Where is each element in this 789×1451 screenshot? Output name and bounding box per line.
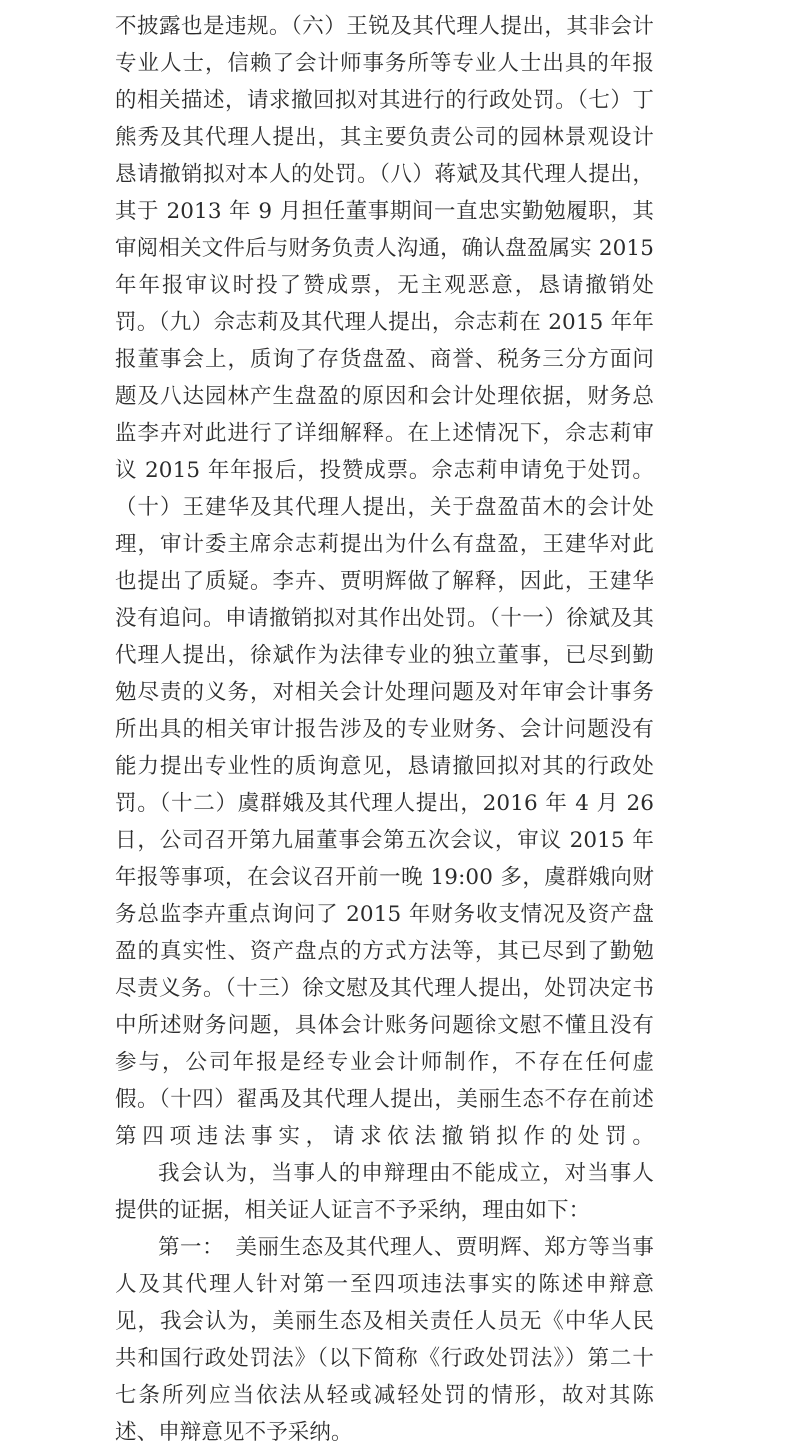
paragraph-defense-statements: 不披露也是违规。（六）王锐及其代理人提出，其非会计专业人士，信赖了会计师事务所等专业人士出具的年报的相关描述，请求撤回拟对其进行的行政处罚。（七）丁熊秀及其代理人提出，其主要负责公司的园林景观设计恳请撤销拟对本人的处罚。（八）蒋斌及其代理人提出，其于 2013 年 9 月担任董事期间一直忠实勤勉履职，其审阅相关文件后与财务负责人沟通，确认盘盈属实 2015 年年报审议时投了赞成票，无主观恶意，恳请撤销处罚。（九）佘志莉及其代理人提出，佘志莉在 2015 年年报董事会上，质询了存货盘盈、商誉、税务三分方面问题及八达园林产生盘盈的原因和会计处理依据，财务总监李卉对此进行了详细解释。在上述情况下，佘志莉审议 2015 年年报后，投赞成票。佘志莉申请免于处罚。（十）王建华及其代理人提出，关于盘盈苗木的会计处理，审计委主席佘志莉提出为什么有盘盈，王建华对此也提出了质疑。李卉、贾明辉做了解释，因此，王建华没有追问。申请撤销拟对其作出处罚。（十一）徐斌及其代理人提出，徐斌作为法律专业的独立董事，已尽到勤勉尽责的义务，对相关会计处理问题及对年审会计事务所出具的相关审计报告涉及的专业财务、会计问题没有能力提出专业性的质询意见，恳请撤回拟对其的行政处罚。（十二）虞群娥及其代理人提出，2016 年 4 月 26 日，公司召开第九届董事会第五次会议，审议 2015 年年报等事项，在会议召开前一晚 19:00 多，虞群娥向财务总监李卉重点询问了 2015 年财务收支情况及资产盘盈的真实性、资产盘点的方式方法等，其已尽到了勤勉尽责义务。（十三）徐文慰及其代理人提出，处罚决定书中所述财务问题，具体会计账务问题徐文慰不懂且没有参与，公司年报是经专业会计师制作，不存在任何虚假。（十四）翟禹及其代理人提出，美丽生态不存在前述第四项违法事实，请求依法撤销拟作的处罚。 bbox=[115, 14, 654, 1149]
document-body bbox=[115, 8, 654, 1451]
paragraph-reason-first: 第一： 美丽生态及其代理人、贾明辉、郑方等当事人及其代理人针对第一至四项违法事实的陈述申辩意见，我会认为，美丽生态及相关责任人员无《中华人民共和国行政处罚法》（以下简称《行政处罚法》）第二十七条所列应当依法从轻或减轻处罚的情形，故对其陈述、申辩意见不予采纳。 bbox=[115, 1235, 654, 1445]
paragraph-commission-conclusion: 我会认为，当事人的申辩理由不能成立，对当事人提供的证据，相关证人证言不予采纳，理由如下： bbox=[115, 1161, 654, 1223]
